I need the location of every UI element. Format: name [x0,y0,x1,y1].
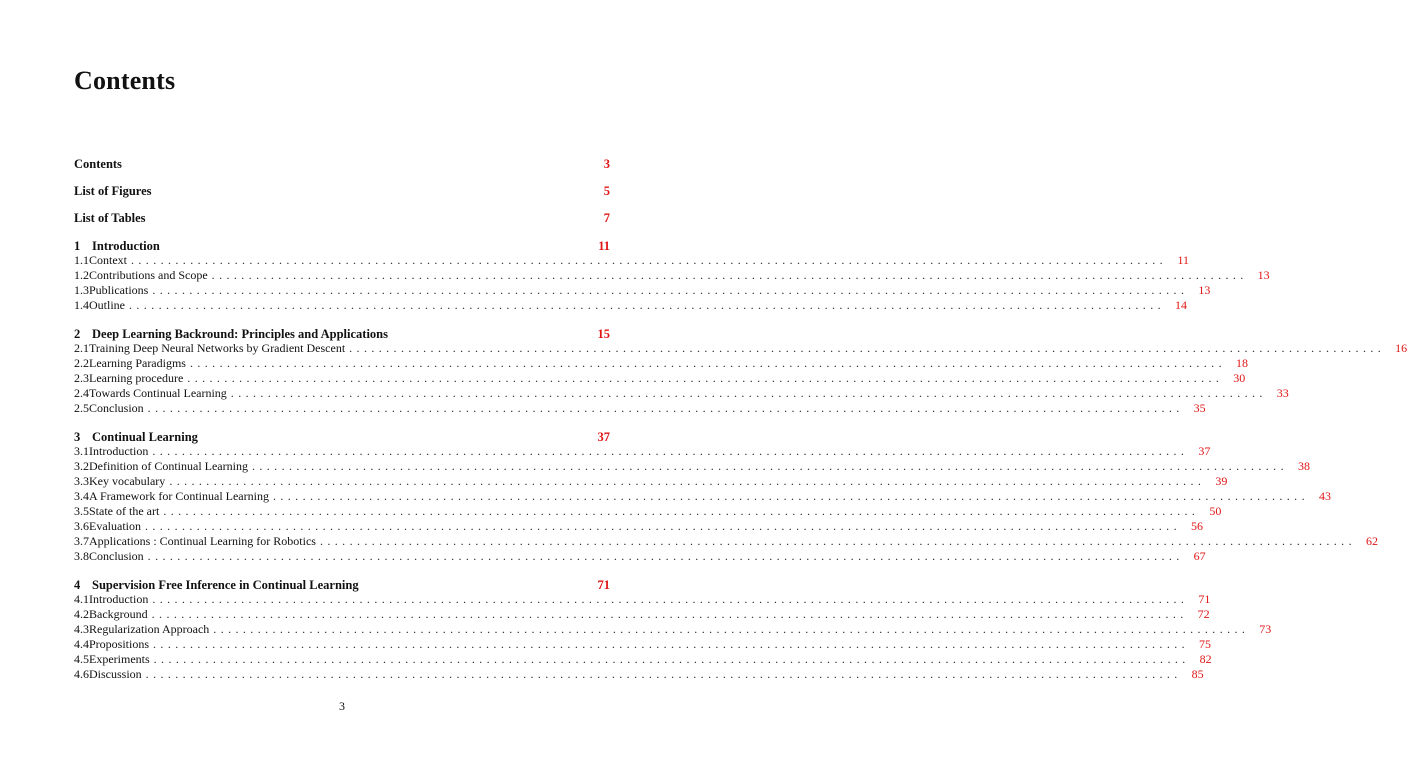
section-number: 1.4 [74,298,89,312]
section-number: 2.5 [74,401,89,415]
toc-section-entry[interactable] [74,386,1289,401]
section-title: Regularization Approach [89,622,210,636]
page-number: 3 [339,699,345,713]
section-title: Propositions [89,637,150,651]
section-title: Applications : Continual Learning for Robotics [89,534,316,548]
toc-section-entry[interactable] [74,268,1270,283]
section-number: 4.5 [74,652,89,666]
toc-page-link[interactable]: 13 [1198,283,1211,297]
toc-page-link[interactable]: 62 [1365,534,1378,548]
chapter-title: Continual Learning [92,430,198,444]
toc-entry-list-of-tables[interactable] [74,210,610,226]
section-number: 4.6 [74,667,89,681]
section-number: 4.3 [74,622,89,636]
chapter-number: 4 [74,578,81,592]
dot-leader: ............................................................................................................................................ [230,386,1267,400]
toc-page-link[interactable]: 37 [1198,444,1211,458]
chapter-number: 3 [74,430,81,444]
toc-section-entry[interactable] [74,298,1187,313]
toc-section-entry[interactable] [74,459,1310,474]
toc-chapter-entry[interactable] [74,326,610,342]
toc-section-entry[interactable] [74,341,1407,356]
section-number: 1.2 [74,268,89,282]
section-number: 3.3 [74,474,89,488]
section-title: State of the art [89,504,160,518]
toc-entry-title: Contents [74,157,122,171]
toc-page-link[interactable]: 38 [1297,459,1310,473]
toc-section-entry[interactable] [74,549,1206,564]
section-number: 2.4 [74,386,89,400]
toc-page-link[interactable]: 16 [1395,341,1407,355]
toc-section-entry[interactable] [74,592,1211,607]
toc-page-link[interactable]: 14 [1175,298,1187,312]
dot-leader: ............................................................................................................................................ [211,268,1248,282]
section-title: Introduction [89,592,149,606]
dot-leader: ............................................................................................................................................ [147,549,1184,563]
dot-leader: ............................................................................................................................................ [349,341,1386,355]
toc-page-link[interactable]: 71 [1198,592,1211,606]
toc-page-link[interactable]: 75 [1199,637,1212,651]
toc-page-link[interactable]: 39 [1215,474,1228,488]
toc-section-entry[interactable] [74,253,1189,268]
toc-section-entry[interactable] [74,652,1212,667]
toc-page-link[interactable]: 18 [1235,356,1248,370]
dot-leader: ............................................................................................................................................ [213,622,1250,636]
section-title: Learning procedure [89,371,184,385]
toc-section-entry[interactable] [74,283,1211,298]
section-title: Towards Continual Learning [89,386,227,400]
section-number: 3.1 [74,444,89,458]
toc-chapter-entry[interactable] [74,238,610,254]
section-number: 2.2 [74,356,89,370]
toc-section-entry[interactable] [74,401,1206,416]
section-title: Training Deep Neural Networks by Gradient Descent [89,341,346,355]
toc-entry-title: List of Tables [74,211,146,225]
toc-page [74,0,1407,777]
dot-leader: ............................................................................................................................................ [131,253,1167,267]
page-title: Contents [74,66,176,95]
dot-leader: ............................................................................................................................................ [152,283,1189,297]
toc-chapter-entry[interactable] [74,577,610,593]
dot-leader: ............................................................................................................................................ [144,519,1181,533]
chapter-title: Deep Learning Backround: Principles and Applications [92,327,388,341]
toc-page-link[interactable]: 11 [598,239,610,253]
dot-leader: ............................................................................................................................................ [151,607,1188,621]
dot-leader: ............................................................................................................................................ [152,444,1189,458]
chapter-title: Supervision Free Inference in Continual Learning [92,578,359,592]
section-number: 2.1 [74,341,89,355]
toc-section-entry[interactable] [74,622,1272,637]
toc-section-entry[interactable] [74,637,1212,652]
section-number: 4.1 [74,592,89,606]
section-number: 4.2 [74,607,89,621]
section-number: 2.3 [74,371,89,385]
toc-section-entry[interactable] [74,504,1222,519]
section-title: Background [89,607,148,621]
section-title: Conclusion [89,549,144,563]
section-number: 3.4 [74,489,89,503]
section-title: Context [89,253,127,267]
section-number: 1.1 [74,253,89,267]
section-title: Evaluation [89,519,141,533]
chapter-number: 1 [74,239,81,253]
section-title: Outline [89,298,125,312]
toc-section-entry[interactable] [74,667,1204,682]
section-title: Contributions and Scope [89,268,208,282]
toc-section-entry[interactable] [74,489,1331,504]
toc-page-link[interactable]: 71 [597,578,610,592]
section-number: 4.4 [74,637,89,651]
toc-page-link[interactable]: 67 [1193,549,1206,563]
section-title: Definition of Continual Learning [89,459,248,473]
dot-leader: ............................................................................................................................................ [152,592,1189,606]
toc-page-link[interactable]: 15 [597,327,610,341]
toc-entry-title: List of Figures [74,184,152,198]
dot-leader: ............................................................................................................................................ [153,637,1190,651]
toc-page-link[interactable]: 7 [603,211,610,225]
dot-leader: ............................................................................................................................................ [129,298,1165,312]
section-title: Experiments [89,652,150,666]
toc-page-link[interactable]: 3 [603,157,610,171]
toc-page-link[interactable]: 72 [1197,607,1210,621]
section-number: 3.8 [74,549,89,563]
dot-leader: ............................................................................................................................................ [147,401,1184,415]
section-title: Key vocabulary [89,474,166,488]
toc-page-link[interactable]: 82 [1199,652,1212,666]
toc-chapter-entry[interactable] [74,429,610,445]
section-title: Discussion [89,667,142,681]
toc-page-link[interactable]: 30 [1233,371,1246,385]
dot-leader: ............................................................................................................................................ [153,652,1190,666]
toc-section-entry[interactable] [74,519,1203,534]
dot-leader: ............................................................................................................................................ [169,474,1206,488]
section-number: 1.3 [74,283,89,297]
toc-page-link[interactable]: 33 [1276,386,1289,400]
toc-page-link[interactable]: 11 [1177,253,1189,267]
dot-leader: ............................................................................................................................................ [163,504,1200,518]
toc-section-entry[interactable] [74,607,1210,622]
toc-page-link[interactable]: 56 [1190,519,1203,533]
section-title: Publications [89,283,149,297]
toc-page-link[interactable]: 43 [1318,489,1331,503]
section-number: 3.5 [74,504,89,518]
toc-page-link[interactable]: 5 [603,184,610,198]
dot-leader: ............................................................................................................................................ [145,667,1182,681]
toc-section-entry[interactable] [74,474,1228,489]
toc-page-link[interactable]: 85 [1191,667,1204,681]
toc-entry-list-of-figures[interactable] [74,183,610,199]
toc-section-entry[interactable] [74,444,1211,459]
dot-leader: ............................................................................................................................................ [251,459,1288,473]
toc-section-entry[interactable] [74,356,1248,371]
section-title: Learning Paradigms [89,356,186,370]
dot-leader: ............................................................................................................................................ [272,489,1309,503]
chapter-title: Introduction [92,239,160,253]
toc-section-entry[interactable] [74,534,1378,549]
section-title: Introduction [89,444,149,458]
toc-page-link[interactable]: 35 [1193,401,1206,415]
dot-leader: ............................................................................................................................................ [189,356,1226,370]
toc-page-link[interactable]: 50 [1209,504,1222,518]
toc-entry-contents[interactable] [74,156,610,172]
section-title: A Framework for Continual Learning [89,489,269,503]
chapter-number: 2 [74,327,81,341]
dot-leader: ............................................................................................................................................ [187,371,1224,385]
toc-section-entry[interactable] [74,371,1246,386]
section-number: 3.2 [74,459,89,473]
dot-leader: ............................................................................................................................................ [319,534,1356,548]
section-title: Conclusion [89,401,144,415]
toc-page-link[interactable]: 37 [597,430,610,444]
toc-page-link[interactable]: 13 [1257,268,1270,282]
section-number: 3.6 [74,519,89,533]
section-number: 3.7 [74,534,89,548]
toc-page-link[interactable]: 73 [1259,622,1272,636]
